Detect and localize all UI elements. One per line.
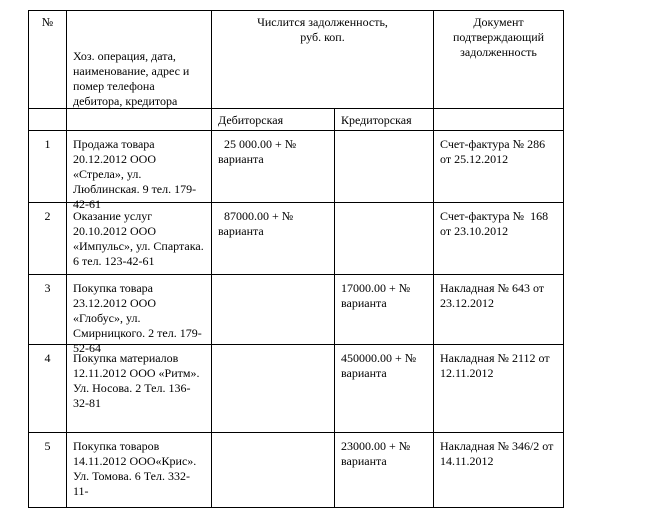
row-1-operation: Продажа товара 20.12.2012 ООО «Стрела», ул. Люблинская. 9 тел. 179-42-61 <box>66 130 211 202</box>
row-2-credit <box>334 202 433 274</box>
header-num-sub <box>28 108 66 130</box>
row-1-num: 1 <box>28 130 66 202</box>
header-debit: Дебиторская <box>211 108 334 130</box>
header-operation-sub <box>66 108 211 130</box>
header-operation: Хоз. операция, дата, наименование, адрес и помер телефона дебитора, кредитора <box>66 10 211 108</box>
row-4-debit <box>211 344 334 432</box>
row-3-num: 3 <box>28 274 66 344</box>
row-1-document: Счет-фактура № 286 от 25.12.2012 <box>433 130 564 202</box>
row-5-operation: Покупка товаров 14.11.2012 ООО«Крис». Ул. Томова. 6 Тел. 332-11- <box>66 432 211 508</box>
row-3-document: Накладная № 643 от 23.12.2012 <box>433 274 564 344</box>
row-3-operation: Покупка товара 23.12.2012 ООО «Глобус», ул. Смирницкого. 2 тел. 179-52-64 <box>66 274 211 344</box>
row-5-document: Накладная № 346/2 от 14.11.2012 <box>433 432 564 508</box>
row-2-debit: 87000.00 + № варианта <box>211 202 334 274</box>
row-4-document: Накладная № 2112 от 12.11.2012 <box>433 344 564 432</box>
row-2-document: Счет-фактура № 168 от 23.10.2012 <box>433 202 564 274</box>
header-document-sub <box>433 108 564 130</box>
header-debt: Числится задолженность, руб. коп. <box>211 10 433 108</box>
row-4-operation: Покупка материалов 12.11.2012 ООО «Ритм». Ул. Носова. 2 Тел. 136-32-81 <box>66 344 211 432</box>
row-2-operation: Оказание услуг 20.10.2012 ООО «Импульс», ул. Спартака. 6 тел. 123-42-61 <box>66 202 211 274</box>
row-4-credit: 450000.00 + № варианта <box>334 344 433 432</box>
row-3-credit: 17000.00 + № варианта <box>334 274 433 344</box>
row-2-num: 2 <box>28 202 66 274</box>
row-5-num: 5 <box>28 432 66 508</box>
row-1-debit: 25 000.00 + № варианта <box>211 130 334 202</box>
row-1-credit <box>334 130 433 202</box>
row-4-num: 4 <box>28 344 66 432</box>
header-credit: Кредиторская <box>334 108 433 130</box>
row-3-debit <box>211 274 334 344</box>
row-5-credit: 23000.00 + № варианта <box>334 432 433 508</box>
header-num: № <box>28 10 66 108</box>
header-document: Документ подтверждающий задолженность <box>433 10 564 108</box>
row-5-debit <box>211 432 334 508</box>
